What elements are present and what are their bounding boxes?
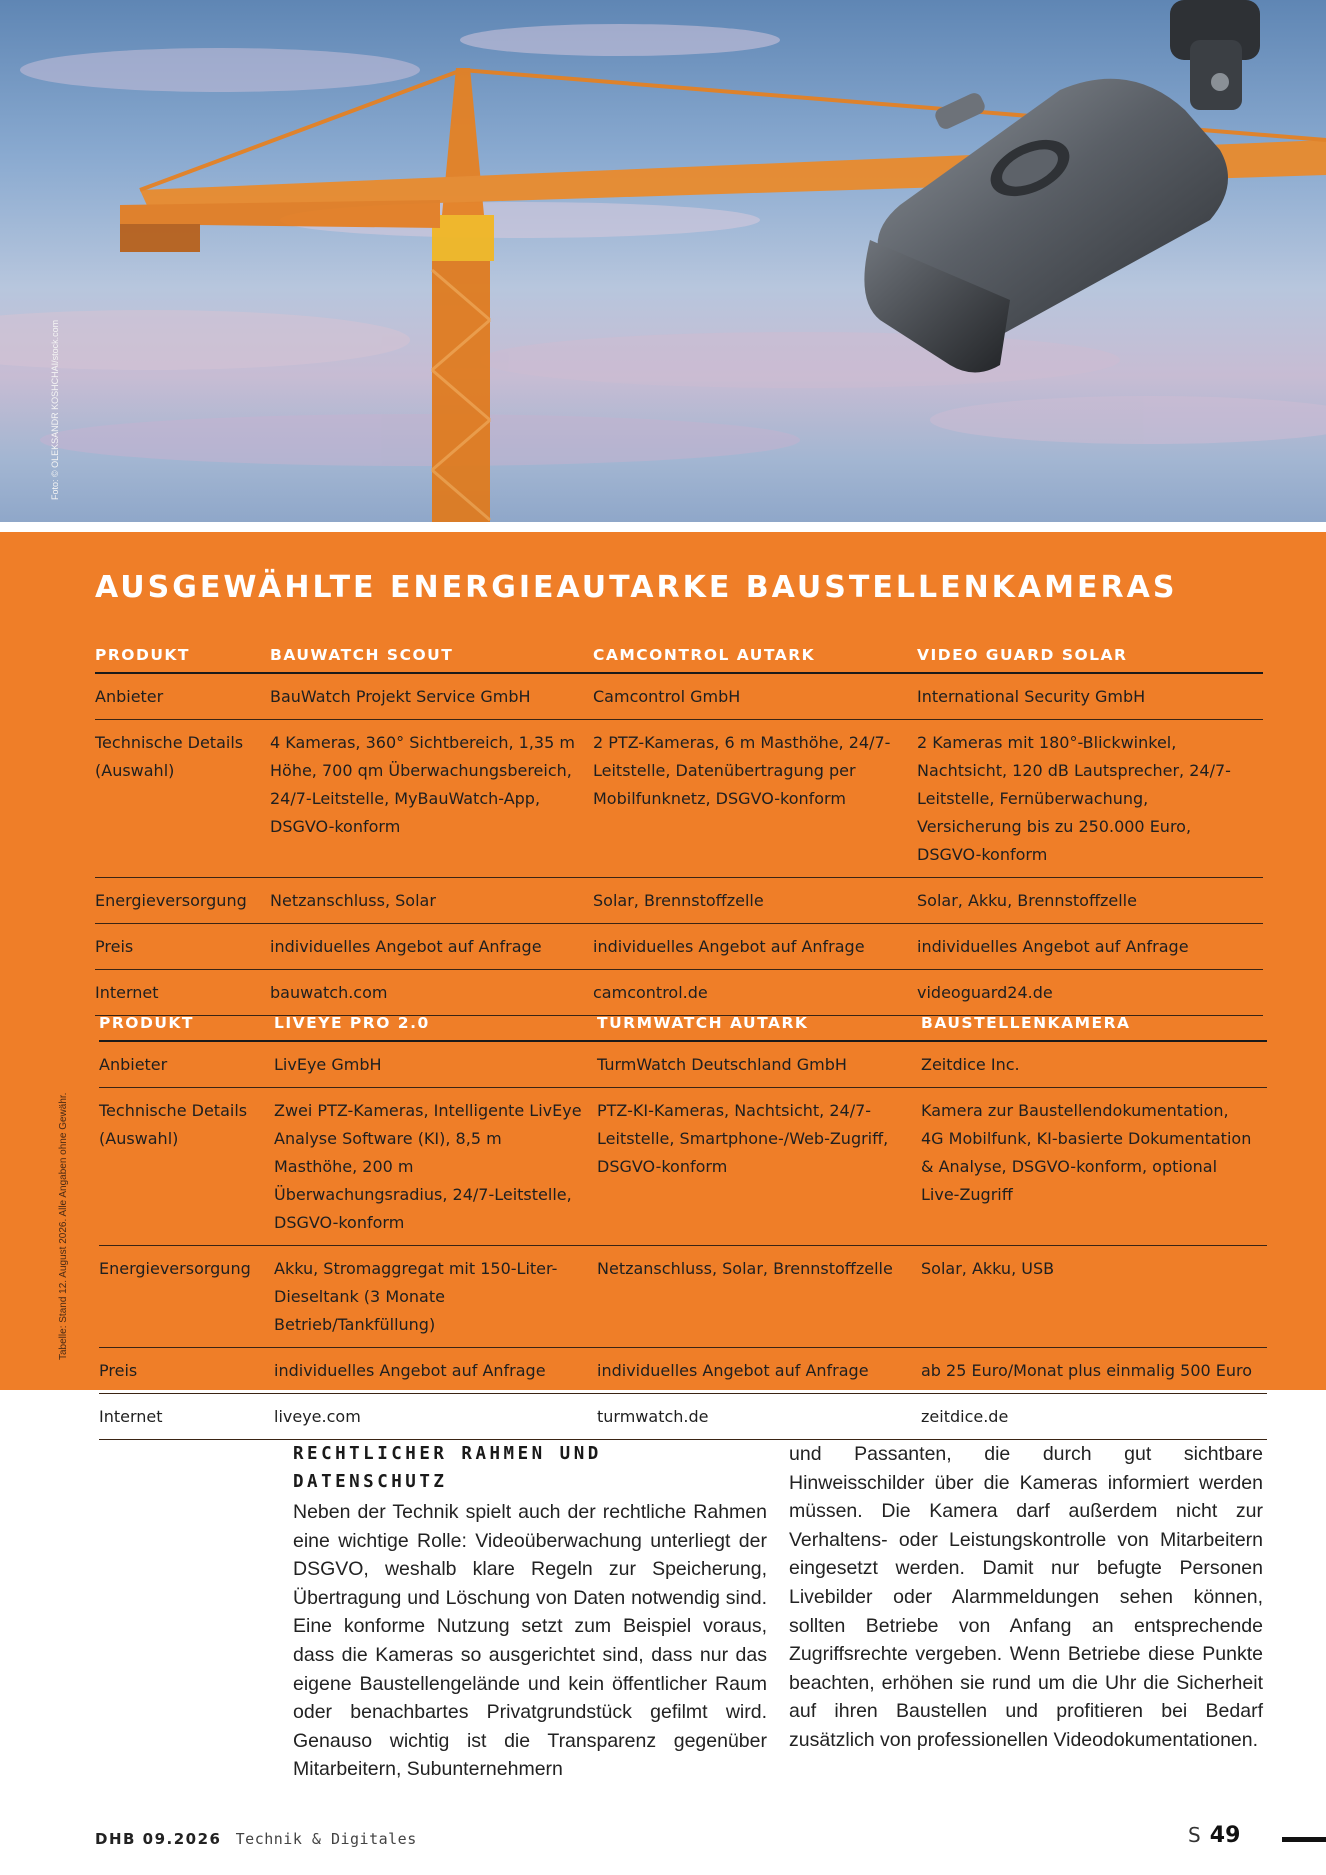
column-header: CAMCONTROL AUTARK <box>593 636 917 673</box>
row-label: Anbieter <box>95 673 270 720</box>
article-paragraph: Neben der Technik spielt auch der rechtliche Rahmen eine wichtige Rolle: Videoüberwachung unterliegt der DSGVO, weshalb klare Regeln zur Speicherung, Übertragung und Löschung von Daten notwendig sind. Eine konforme Nutzung setzt zum Beispiel voraus, dass die Kameras so ausgerichtet sind, dass nur das eigene Baustellengelände und kein öffentlicher Raum oder benachbartes Privatgrundstück gefilmt wird. Genauso wichtig ist die Transparenz gegenüber Mitarbeitern, Subunternehmern <box>293 1501 767 1781</box>
table-cell: Akku, Stromaggregat mit 150-Liter-Dieseltank (3 Monate Betrieb/Tankfüllung) <box>274 1246 597 1348</box>
column-header: TURMWATCH AUTARK <box>597 1004 921 1041</box>
table-cell: Camcontrol GmbH <box>593 673 917 720</box>
table-row <box>99 1041 1267 1088</box>
table-row <box>99 1246 1267 1348</box>
table-row <box>99 1394 1267 1440</box>
row-label: Preis <box>99 1348 274 1394</box>
table-header-row <box>95 636 1263 673</box>
table-cell-link: zeitdice.de <box>921 1394 1267 1440</box>
row-label: Anbieter <box>99 1041 274 1088</box>
table-cell: 4 Kameras, 360° Sichtbereich, 1,35 m Höhe, 700 qm Überwachungsbereich, 24/7-Leitstelle, MyBauWatch-App, DSGVO-konform <box>270 720 593 878</box>
table-cell: Zeitdice Inc. <box>921 1041 1267 1088</box>
table-row <box>95 720 1263 878</box>
comparison-table-1 <box>95 636 1263 1016</box>
table-cell: individuelles Angebot auf Anfrage <box>274 1348 597 1394</box>
column-header: BAUSTELLENKAMERA <box>921 1004 1267 1041</box>
row-label: Internet <box>99 1394 274 1440</box>
page-prefix: S <box>1188 1823 1201 1847</box>
section-name: Technik & Digitales <box>235 1830 417 1848</box>
column-header: BAUWATCH SCOUT <box>270 636 593 673</box>
row-label: Energieversorgung <box>95 878 270 924</box>
table-row <box>99 1348 1267 1394</box>
page-number <box>1188 1823 1240 1848</box>
row-label: Energieversorgung <box>99 1246 274 1348</box>
table-cell: individuelles Angebot auf Anfrage <box>270 924 593 970</box>
page-marker-bar <box>1282 1837 1326 1842</box>
article-column-1 <box>293 1440 767 1784</box>
table-cell: Netzanschluss, Solar <box>270 878 593 924</box>
article-heading: RECHTLICHER RAHMEN UND DATENSCHUTZ <box>293 1444 602 1492</box>
article-column-2 <box>789 1440 1263 1755</box>
comparison-table-2 <box>99 1004 1267 1440</box>
photo-credit: Foto: © OLEKSANDR KOSHCHAI/stock.com <box>50 319 60 500</box>
hero-photo <box>0 0 1326 522</box>
table-cell: Zwei PTZ-Kameras, Intelligente LivEye Analyse Software (KI), 8,5 m Masthöhe, 200 m Überwachungsradius, 24/7-Leitstelle, DSGVO-konform <box>274 1088 597 1246</box>
column-header: LIVEYE PRO 2.0 <box>274 1004 597 1041</box>
magazine-issue: DHB 09.2026 <box>95 1830 222 1848</box>
table-cell: LivEye GmbH <box>274 1041 597 1088</box>
article-paragraph: und Passanten, die durch gut sichtbare Hinweisschilder über die Kameras informiert werden müssen. Die Kamera darf außerdem nicht zur Verhaltens- oder Leistungskontrolle von Mitarbeitern eingesetzt werden. Damit nur befugte Personen Livebilder oder Alarmmeldungen sehen können, sollten Betriebe von Anfang an entsprechende Zugriffsrechte vergeben. Wenn Betriebe diese Punkte beachten, erhöhen sie rund um die Uhr die Sicherheit auf ihren Baustellen und profitieren bei Bedarf zusätzlich von professionellen Videodokumentationen. <box>789 1443 1263 1751</box>
table-title: AUSGEWÄHLTE ENERGIEAUTARKE BAUSTELLENKAMERAS <box>95 570 1178 605</box>
table-cell: BauWatch Projekt Service GmbH <box>270 673 593 720</box>
table-credit: Tabelle: Stand 12. August 2026. Alle Angaben ohne Gewähr. <box>58 1092 69 1360</box>
table-cell-link: liveye.com <box>274 1394 597 1440</box>
table-row <box>95 673 1263 720</box>
table-cell-link: turmwatch.de <box>597 1394 921 1440</box>
row-label: Internet <box>95 970 270 1016</box>
column-header: PRODUKT <box>99 1004 274 1041</box>
table-cell-link: videoguard24.de <box>917 970 1263 1016</box>
table-cell-link: bauwatch.com <box>270 970 593 1016</box>
table-row <box>95 924 1263 970</box>
table-cell: Solar, Brennstoffzelle <box>593 878 917 924</box>
column-header: PRODUKT <box>95 636 270 673</box>
table-cell: 2 PTZ-Kameras, 6 m Masthöhe, 24/7-Leitstelle, Datenübertragung per Mobilfunknetz, DSGVO-konform <box>593 720 917 878</box>
column-header: VIDEO GUARD SOLAR <box>917 636 1263 673</box>
table-cell: 2 Kameras mit 180°-Blickwinkel, Nachtsicht, 120 dB Lautsprecher, 24/7-Leitstelle, Fernüberwachung, Versicherung bis zu 250.000 Euro, DSGVO-konform <box>917 720 1263 878</box>
page-number-value: 49 <box>1209 1823 1241 1848</box>
product-comparison-panel <box>0 532 1326 1426</box>
table-cell: individuelles Angebot auf Anfrage <box>593 924 917 970</box>
row-label: Technische Details (Auswahl) <box>95 720 270 878</box>
table-cell: Kamera zur Baustellendokumentation, 4G Mobilfunk, KI-basierte Dokumentation & Analyse, DSGVO-konform, optional Live-Zugriff <box>921 1088 1267 1246</box>
page-footer <box>95 1830 417 1848</box>
table-cell: ab 25 Euro/Monat plus einmalig 500 Euro <box>921 1348 1267 1394</box>
table-cell: International Security GmbH <box>917 673 1263 720</box>
table-cell: Solar, Akku, USB <box>921 1246 1267 1348</box>
table-cell: Netzanschluss, Solar, Brennstoffzelle <box>597 1246 921 1348</box>
crane-camera-illustration <box>0 0 1326 522</box>
table-cell: individuelles Angebot auf Anfrage <box>917 924 1263 970</box>
table-cell: PTZ-KI-Kameras, Nachtsicht, 24/7-Leitstelle, Smartphone-/Web-Zugriff, DSGVO-konform <box>597 1088 921 1246</box>
table-cell: individuelles Angebot auf Anfrage <box>597 1348 921 1394</box>
row-label: Preis <box>95 924 270 970</box>
table-cell-link: camcontrol.de <box>593 970 917 1016</box>
table-row <box>99 1088 1267 1246</box>
table-header-row <box>99 1004 1267 1041</box>
table-cell: TurmWatch Deutschland GmbH <box>597 1041 921 1088</box>
table-row <box>95 878 1263 924</box>
row-label: Technische Details (Auswahl) <box>99 1088 274 1246</box>
table-cell: Solar, Akku, Brennstoffzelle <box>917 878 1263 924</box>
